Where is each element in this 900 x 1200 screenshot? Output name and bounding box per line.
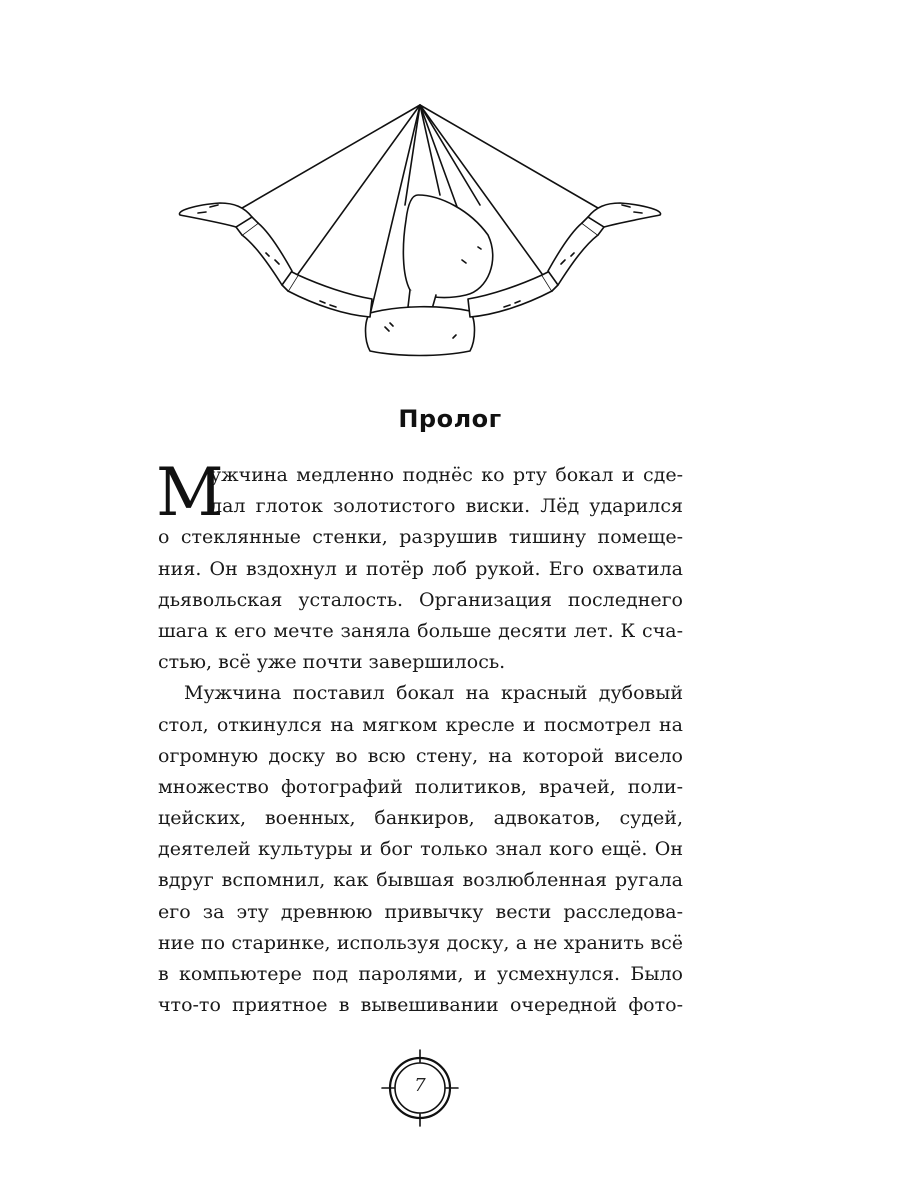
text-line: стью, всё уже почти завершилось. (158, 651, 506, 674)
text-line: ния. Он вздохнул и потёр лоб рукой. Его охватила (158, 557, 683, 580)
mannequin-illustration (170, 95, 670, 365)
text-line: его за эту древнюю привычку вести расследова- (158, 900, 683, 923)
text-line: о стеклянные стенки, разрушив тишину помеще- (158, 526, 683, 549)
mannequin-torso (366, 307, 475, 356)
page-number-ornament (380, 1048, 460, 1128)
mannequin-right-arm (468, 203, 661, 317)
paragraph-2 (158, 678, 683, 1021)
text-line: цейских, военных, банкиров, адвокатов, судей, (158, 807, 683, 830)
mannequin-head (403, 195, 492, 309)
text-line: шага к его мечте заняла больше десяти лет. К сча- (158, 619, 683, 642)
text-line: вдруг вспомнил, как бывшая возлюбленная ругала (158, 869, 683, 892)
text-line: Мужчина поставил бокал на красный дубовый (184, 682, 683, 705)
text-line: лал глоток золотистого виски. Лёд ударился (210, 495, 683, 518)
body-text (156, 454, 683, 1021)
text-line: ние по старинке, используя доску, а не хранить всё (158, 931, 683, 954)
text-line: ужчина медленно поднёс ко рту бокал и сде- (210, 464, 683, 486)
mannequin-left-arm (179, 203, 372, 317)
text-line: стол, откинулся на мягком кресле и посмотрел на (158, 713, 683, 736)
text-line: что-то приятное в вывешивании очередной фото- (158, 994, 683, 1017)
page-number: 7 (414, 1075, 426, 1096)
text-line: огромную доску во всю стену, на которой висело (158, 744, 683, 767)
text-line: деятелей культуры и бог только знал кого ещё. Он (158, 838, 683, 861)
chapter-title: Пролог (398, 405, 502, 433)
text-line: дьявольская усталость. Организация последнего (158, 588, 683, 611)
paragraph-1 (156, 454, 683, 678)
text-line: в компьютере под паролями, и усмехнулся. Было (158, 963, 683, 985)
text-line: множество фотографий политиков, врачей, поли- (158, 775, 683, 798)
drop-cap: М (156, 454, 224, 531)
